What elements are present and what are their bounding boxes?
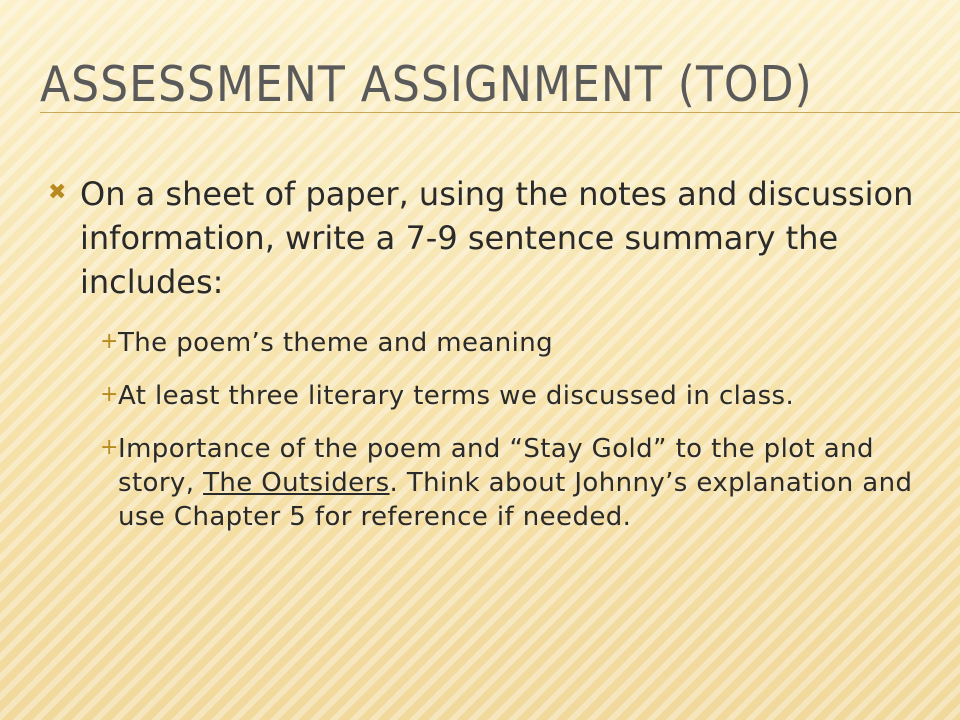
sub-bullet xyxy=(100,326,928,360)
main-bullet-text: On a sheet of paper, using the notes and discussion information, write a 7-9 sentence summary the includes: xyxy=(80,175,914,301)
sub-bullet xyxy=(100,432,928,534)
sub-bullet-text: At least three literary terms we discussed in class. xyxy=(118,381,795,411)
plus-bullet-icon: + xyxy=(100,382,119,407)
sub-bullet-list xyxy=(100,326,928,534)
plus-bullet-icon: + xyxy=(100,329,119,354)
slide-content xyxy=(48,172,928,553)
slide-title: ASSESSMENT ASSIGNMENT (TOD) xyxy=(40,56,813,113)
sub-bullet-text xyxy=(118,432,928,534)
sub-bullet-text-after: . Think about Johnny’s explanation and use Chapter 5 for reference if needed. xyxy=(118,468,913,532)
x-bullet-icon: ✖ xyxy=(48,180,67,205)
title-divider xyxy=(40,112,960,113)
sub-bullet-text-before: Importance of the poem and “Stay Gold” to the plot and story, xyxy=(118,434,874,498)
main-bullet xyxy=(48,172,928,304)
book-title: The Outsiders xyxy=(203,468,390,498)
plus-bullet-icon: + xyxy=(100,435,119,460)
sub-bullet xyxy=(100,379,928,413)
sub-bullet-text: The poem’s theme and meaning xyxy=(118,328,554,358)
